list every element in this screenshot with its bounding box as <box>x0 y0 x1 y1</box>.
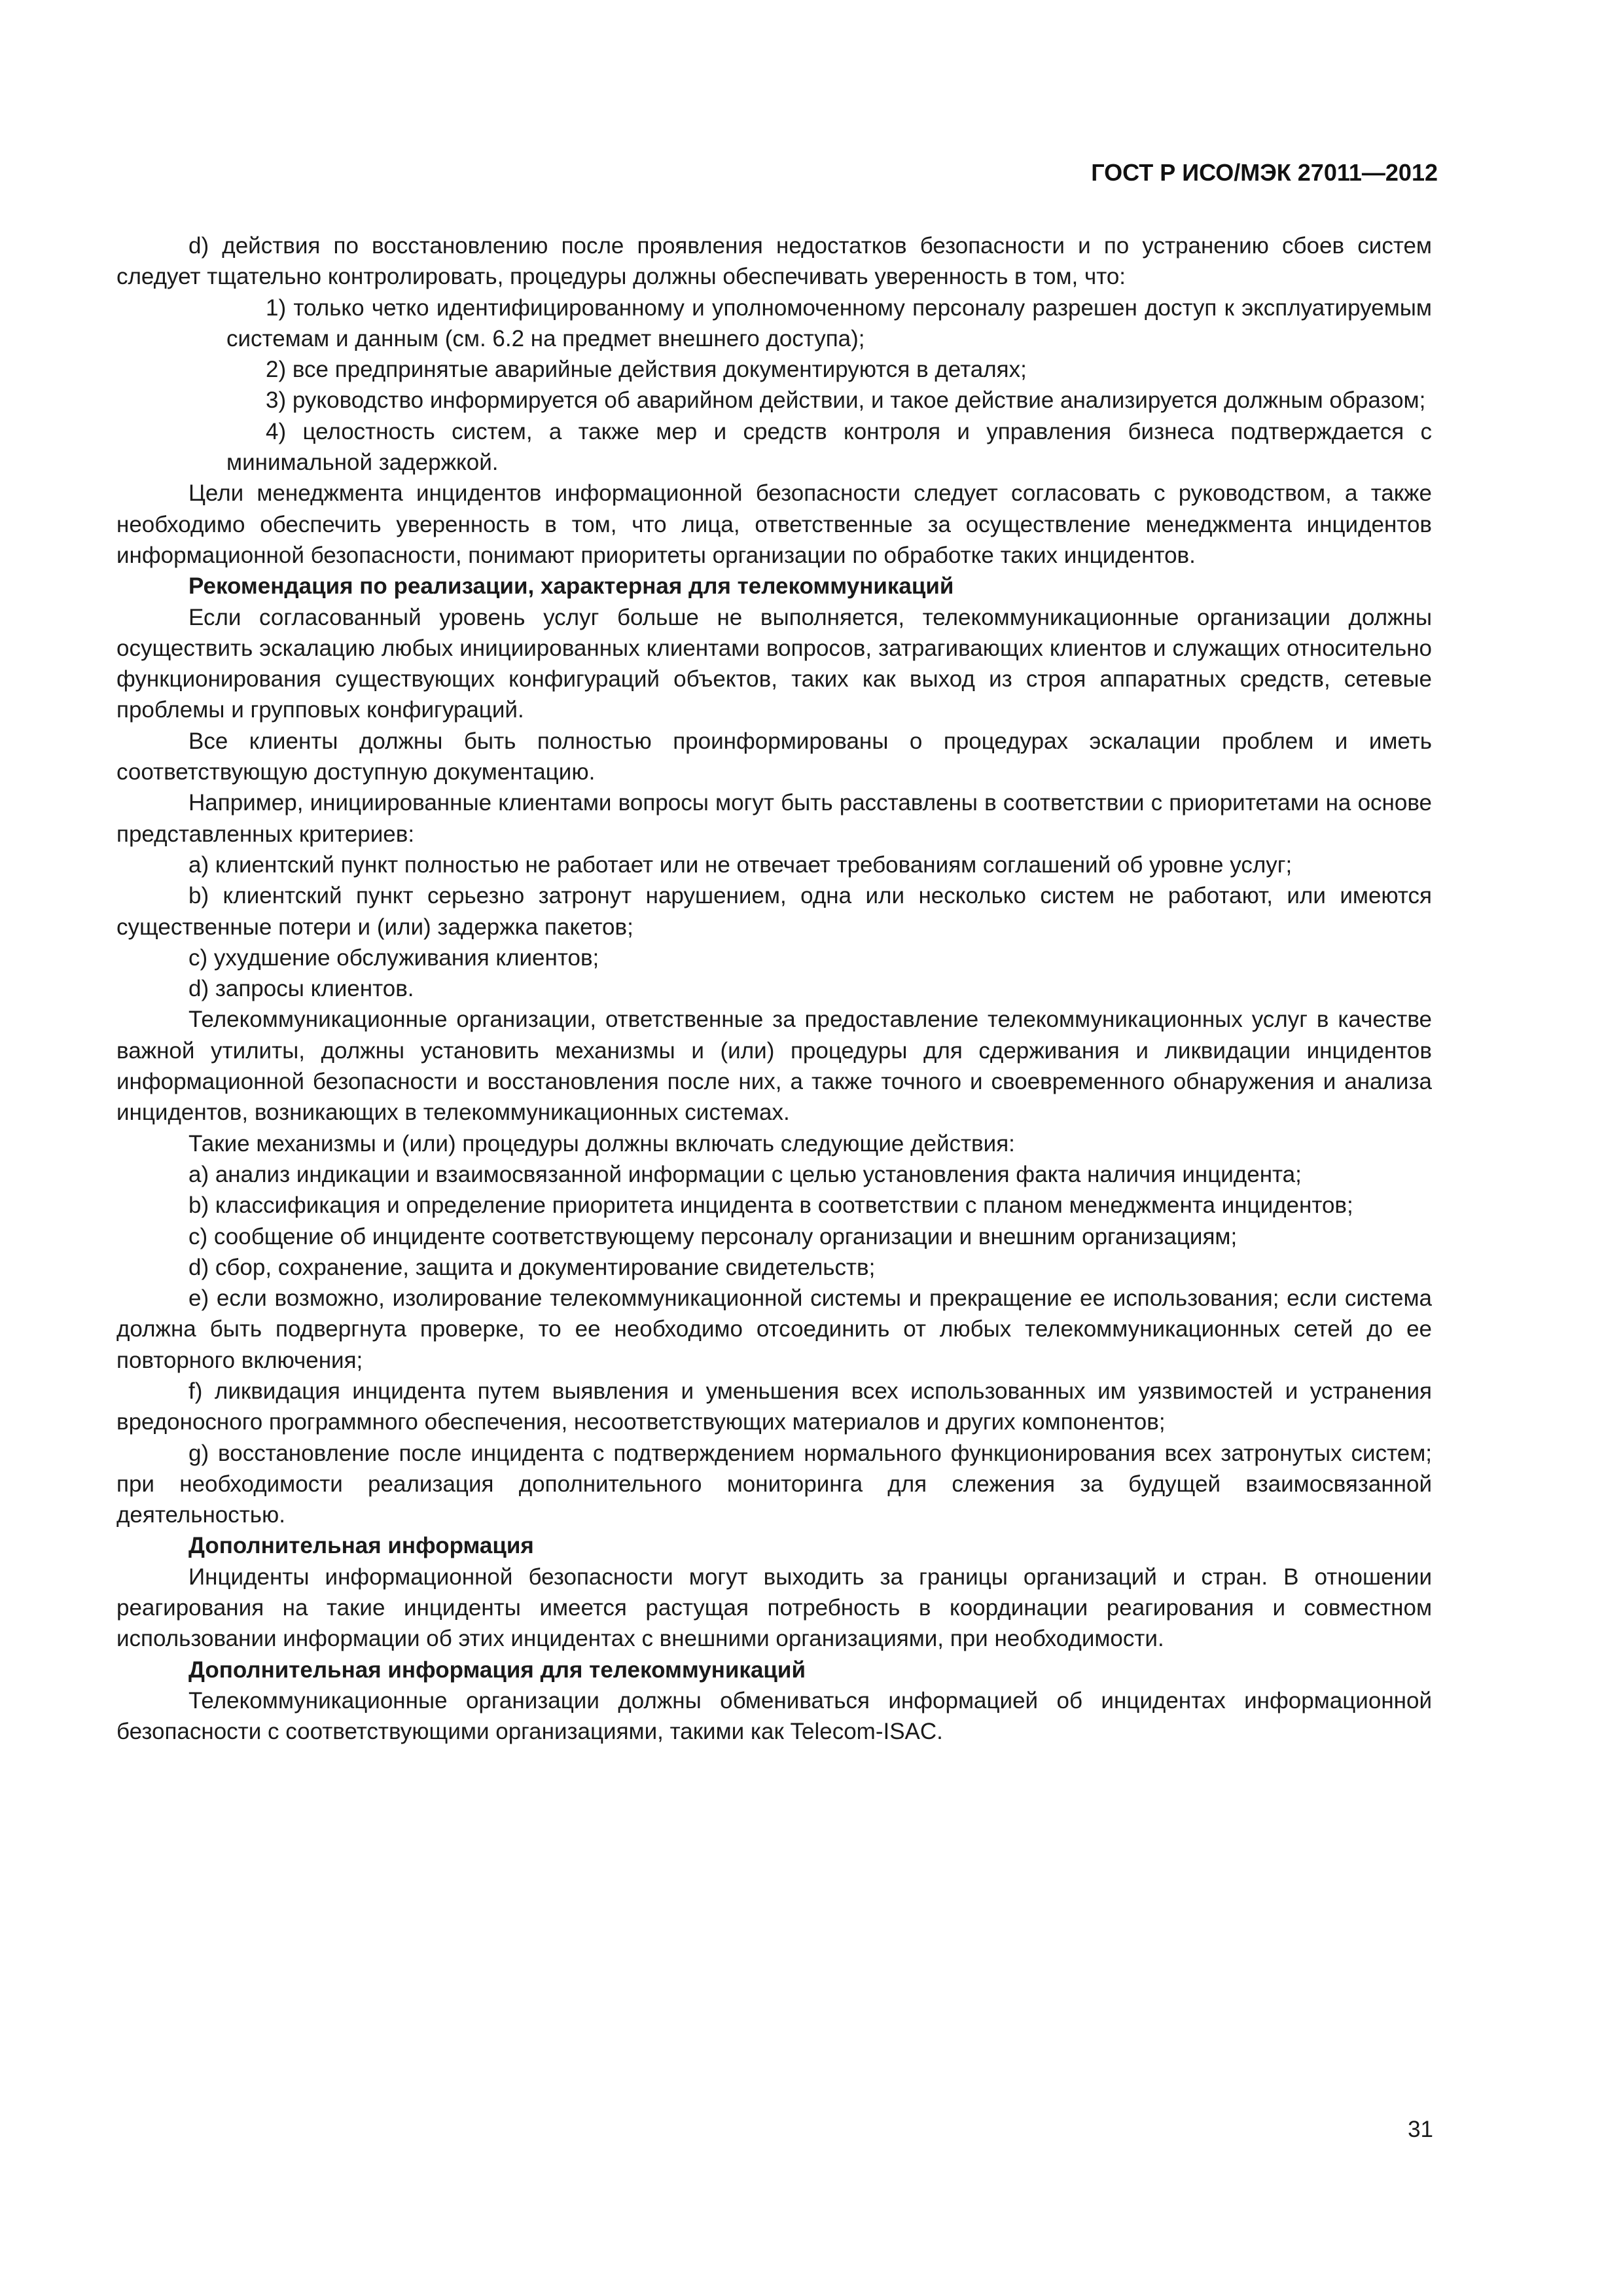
list-item: 1) только четко идентифицированному и уполномоченному персоналу разрешен доступ к эксплуатируемым системам и данным (см. 6.2 на предмет внешнего доступа); <box>226 295 1432 351</box>
paragraph: Телекоммуникационные организации должны обмениваться информацией об инцидентах информационной безопасности с соответствующими организациями, такими как Telecom-ISAC. <box>116 1687 1432 1745</box>
document-id-header: ГОСТ Р ИСО/МЭК 27011—2012 <box>1091 159 1438 186</box>
paragraph: Например, инициированные клиентами вопросы могут быть расставлены в соответствии с приоритетами на основе представленных критериев: <box>116 790 1432 847</box>
list-item: a) анализ индикации и взаимосвязанной информации с целью установления факта наличия инцидента; <box>188 1161 1302 1187</box>
list-item: c) сообщение об инциденте соответствующему персоналу организации и внешним организациям; <box>188 1223 1238 1249</box>
paragraph: Инциденты информационной безопасности могут выходить за границы организаций и стран. В отношении реагирования на такие инциденты имеется растущая потребность в координации реагирования и совместном использовании информации об этих инцидентах с внешними организациями, при необходимости. <box>116 1564 1432 1652</box>
list-item: c) ухудшение обслуживания клиентов; <box>188 944 599 971</box>
document-body <box>116 230 1432 1748</box>
list-item: 3) руководство информируется об аварийном действии, и такое действие анализируется должным образом; <box>266 387 1426 414</box>
list-item: e) если возможно, изолирование телекоммуникационной системы и прекращение ее использования; если система должна быть подвергнута проверке, то ее необходимо отсоединить от любых телекоммуникационных сетей до ее повторного включения; <box>116 1285 1432 1373</box>
paragraph: Телекоммуникационные организации, ответственные за предоставление телекоммуникационных услуг в качестве важной утилиты, должны установить механизмы и (или) процедуры для сдерживания и ликвидации инцидентов информационной безопасности и восстановления после них, а также точного и своевременного обнаружения и анализа инцидентов, возникающих в телекоммуникационных системах. <box>116 1007 1432 1126</box>
paragraph: Такие механизмы и (или) процедуры должны включать следующие действия: <box>188 1130 1015 1157</box>
list-item: d) запросы клиентов. <box>188 976 414 1002</box>
list-item: b) клиентский пункт серьезно затронут нарушением, одна или несколько систем не работают, или имеются существенные потери и (или) задержка пакетов; <box>116 883 1432 940</box>
section-heading: Дополнительная информация <box>188 1533 534 1559</box>
section-heading: Рекомендация по реализации, характерная для телекоммуникаций <box>188 573 954 600</box>
list-item: 4) целостность систем, а также мер и средств контроля и управления бизнеса подтверждается с минимальной задержкой. <box>226 418 1432 476</box>
paragraph: d) действия по восстановлению после проявления недостатков безопасности и по устранению сбоев систем следует тщательно контролировать, процедуры должны обеспечивать уверенность в том, что: <box>116 233 1432 290</box>
paragraph: Цели менеджмента инцидентов информационной безопасности следует согласовать с руководством, а также необходимо обеспечить уверенность в том, что лица, ответственные за осуществление менеджмента инцидентов информационной безопасности, понимают приоритеты организации по обработке таких инцидентов. <box>116 480 1432 568</box>
section-heading: Дополнительная информация для телекоммуникаций <box>188 1657 806 1683</box>
page-number: 31 <box>1408 2117 1433 2142</box>
list-item: f) ликвидация инцидента путем выявления и уменьшения всех использованных им уязвимостей и устранения вредоносного программного обеспечения, несоответствующих материалов и других компонентов; <box>116 1378 1432 1435</box>
paragraph: Все клиенты должны быть полностью проинформированы о процедурах эскалации проблем и иметь соответствующую доступную документацию. <box>116 728 1432 785</box>
list-item: d) сбор, сохранение, защита и документирование свидетельств; <box>188 1254 876 1280</box>
paragraph: Если согласованный уровень услуг больше не выполняется, телекоммуникационные организации должны осуществить эскалацию любых инициированных клиентами вопросов, затрагивающих клиентов и служащих относительно функционирования существующих конфигураций объектов, таких как выход из строя аппаратных средств, сетевые проблемы и групповых конфигураций. <box>116 604 1432 723</box>
list-item: b) классификация и определение приоритета инцидента в соответствии с планом менеджмента инцидентов; <box>188 1193 1353 1219</box>
list-item: a) клиентский пункт полностью не работает или не отвечает требованиям соглашений об уровне услуг; <box>188 852 1293 878</box>
list-item: g) восстановление после инцидента с подтверждением нормального функционирования всех затронутых систем; при необходимости реализация дополнительного мониторинга для слежения за будущей взаимосвязанной деятельностью. <box>116 1440 1432 1528</box>
list-item: 2) все предпринятые аварийные действия документируются в деталях; <box>266 357 1027 383</box>
